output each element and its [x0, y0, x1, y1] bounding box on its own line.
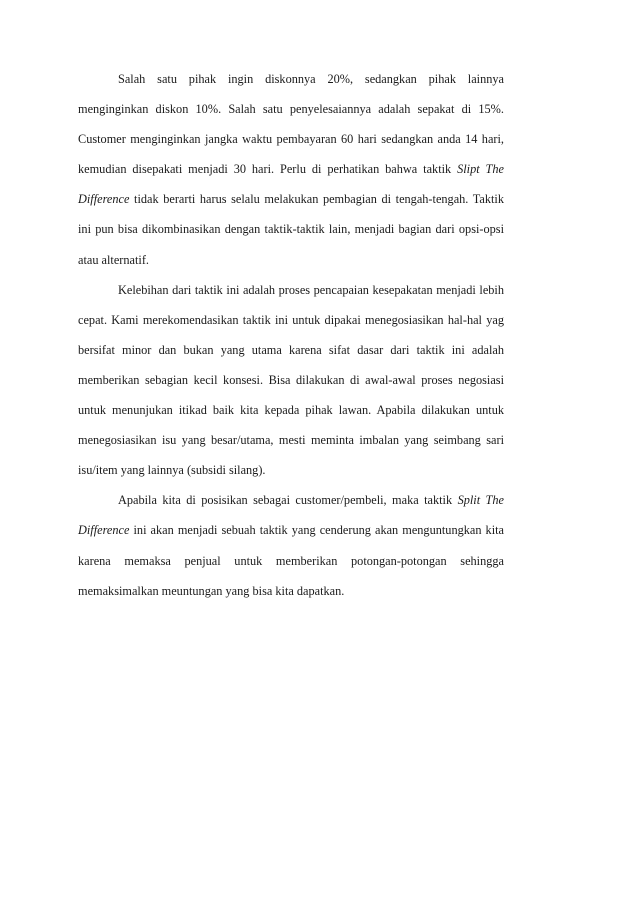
document-body — [78, 64, 504, 606]
paragraph-1-text-b: tidak berarti harus selalu melakukan pembagian di tengah-tengah. Taktik ini pun bisa dikombinasikan dengan taktik-taktik lain, menjadi bagian dari opsi-opsi atau alternatif. — [78, 192, 504, 267]
paragraph-1-italic-term: Slipt The Difference — [78, 162, 504, 207]
paragraph-1-text-a: Salah satu pihak ingin diskonnya 20%, sedangkan pihak lainnya menginginkan diskon 10%. Salah satu penyelesaiannya adalah sepakat di 15%. Customer menginginkan jangka waktu pembayaran 60 hari sedangkan anda 14 hari, kemudian disepakati menjadi 30 hari. Perlu di perhatikan bahwa taktik — [78, 72, 504, 177]
paragraph-2 — [78, 275, 504, 486]
paragraph-2-text: Kelebihan dari taktik ini adalah proses pencapaian kesepakatan menjadi lebih cepat. Kami merekomendasikan taktik ini untuk dipakai menegosiasikan hal-hal yag bersifat minor dan bukan yang utama karena sifat dasar dari taktik ini adalah memberikan sebagian kecil konsesi. Bisa dilakukan di awal-awal proses negosiasi untuk menunjukan itikad baik kita kepada pihak lawan. Apabila dilakukan untuk menegosiasikan isu yang besar/utama, mesti meminta imbalan yang seimbang sari isu/item yang lainnya (subsidi silang). — [78, 282, 504, 478]
paragraph-3-text-a: Apabila kita di posisikan sebagai customer/pembeli, maka taktik — [118, 493, 458, 508]
paragraph-3-text-b: ini akan menjadi sebuah taktik yang cenderung akan menguntungkan kita karena memaksa penjual untuk memberikan potongan-potongan sehingga memaksimalkan meuntungan yang bisa kita dapatkan. — [78, 523, 504, 598]
paragraph-1 — [78, 64, 504, 275]
paragraph-3-italic-term: Split The Difference — [78, 493, 504, 538]
paragraph-3 — [78, 485, 504, 605]
